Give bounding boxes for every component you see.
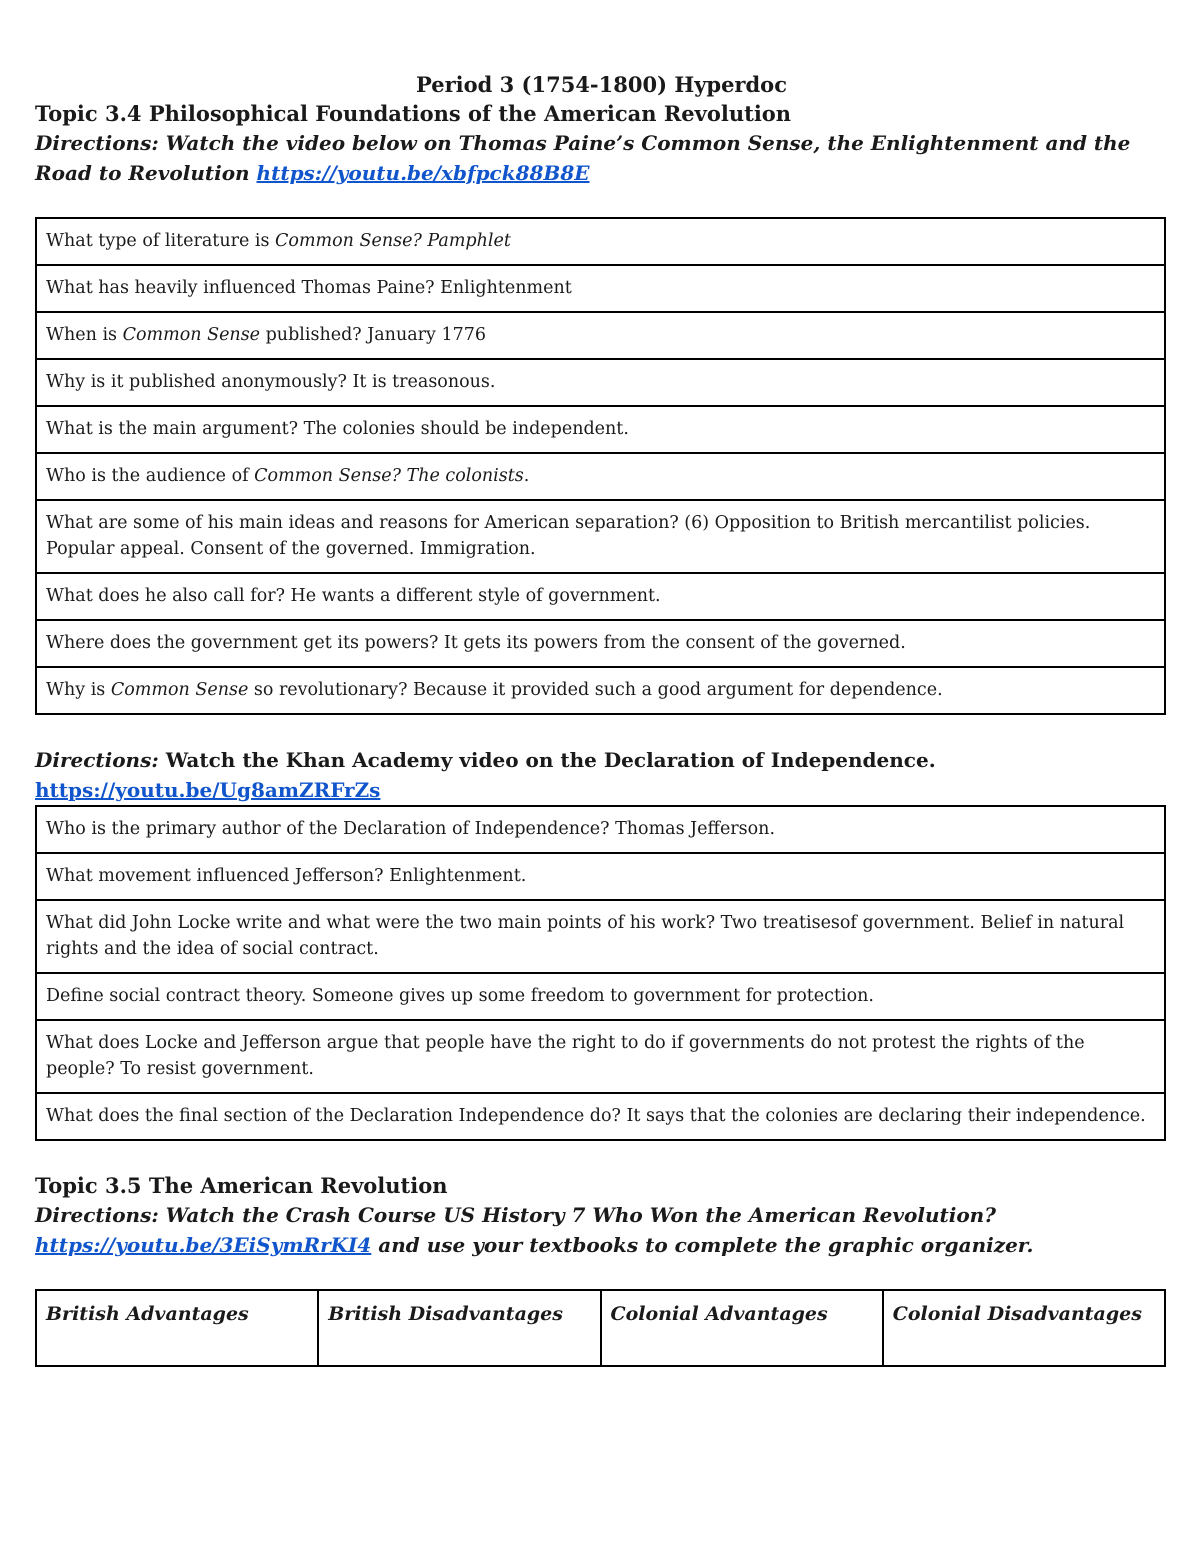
- qa-cell[interactable]: What movement influenced Jefferson? Enlightenment.: [36, 853, 1165, 900]
- topic-3-4-heading: Topic 3.4 Philosophical Foundations of the American Revolution: [35, 101, 792, 126]
- qa-text: Why is it published anonymously? It is treasonous.: [46, 372, 496, 392]
- table-row: [36, 806, 1165, 853]
- directions-1-text: Directions: Watch the video below on Thomas Paine’s Common Sense, the Enlightenment and the Road to Revolution: [35, 131, 1131, 185]
- qa-text: Who is the audience of: [46, 466, 255, 486]
- table-row: [36, 853, 1165, 900]
- common-sense-table: [35, 217, 1166, 715]
- declaration-table: [35, 805, 1166, 1141]
- table-row: [36, 573, 1165, 620]
- directions-3: Directions: Watch the Crash Course US History 7 Who Won the American Revolution?: [35, 1203, 996, 1227]
- table-row: [36, 359, 1165, 406]
- qa-text-tail: .: [523, 466, 530, 486]
- qa-cell[interactable]: [36, 312, 1165, 359]
- table-row: [36, 265, 1165, 312]
- qa-text: What are some of his main ideas and reasons for American separation? (6) Opposition to British mercantilist policies. Popular appeal. Consent of the governed. Immigration.: [46, 513, 1091, 559]
- organizer-col-british-advantages[interactable]: British Advantages: [36, 1290, 318, 1366]
- qa-cell[interactable]: [36, 453, 1165, 500]
- directions-2-text: Watch the Khan Academy video on the Declaration of Independence.: [158, 748, 936, 772]
- qa-cell[interactable]: [36, 218, 1165, 265]
- table-row: [36, 667, 1165, 714]
- organizer-col-british-disadvantages[interactable]: British Disadvantages: [318, 1290, 600, 1366]
- directions-3-link-line: [35, 1230, 1168, 1260]
- qa-text: What does he also call for? He wants a different style of government.: [46, 586, 661, 606]
- table-row: [36, 900, 1165, 973]
- qa-cell[interactable]: [36, 667, 1165, 714]
- qa-text: When is: [46, 325, 123, 345]
- qa-text-tail: published? January 1776: [260, 325, 486, 345]
- qa-cell[interactable]: What does the final section of the Declaration Independence do? It says that the colonies are declaring their independence.: [36, 1093, 1165, 1140]
- graphic-organizer: [35, 1289, 1166, 1367]
- page-title: Period 3 (1754-1800) Hyperdoc: [416, 72, 787, 97]
- qa-italic-text: Common Sense? The colonists: [254, 466, 524, 486]
- qa-italic-text: Common Sense: [122, 325, 261, 345]
- qa-italic-text: Common Sense? Pamphlet: [275, 231, 511, 251]
- table-row: [36, 1020, 1165, 1093]
- qa-cell[interactable]: [36, 573, 1165, 620]
- video-link-3[interactable]: https://youtu.be/3EiSymRrKI4: [35, 1233, 372, 1257]
- directions-2-link-line: [35, 775, 1168, 805]
- qa-text: Where does the government get its powers? It gets its powers from the consent of the governed.: [46, 633, 906, 653]
- table-row: [36, 500, 1165, 573]
- directions-2-label: Directions:: [35, 748, 159, 772]
- table-row: [36, 1093, 1165, 1140]
- qa-cell[interactable]: [36, 406, 1165, 453]
- document-page: [35, 70, 1168, 1367]
- qa-text: What type of literature is: [46, 231, 276, 251]
- qa-cell[interactable]: What does Locke and Jefferson argue that people have the right to do if governments do not protest the rights of the people? To resist government.: [36, 1020, 1165, 1093]
- directions-1: [35, 128, 1168, 188]
- organizer-col-colonial-advantages[interactable]: Colonial Advantages: [601, 1290, 883, 1366]
- table-row: [36, 453, 1165, 500]
- table-row: [36, 620, 1165, 667]
- directions-2: [35, 745, 1168, 775]
- table-row: [36, 312, 1165, 359]
- qa-cell[interactable]: [36, 359, 1165, 406]
- qa-text: Why is: [46, 680, 111, 700]
- qa-text: What has heavily influenced Thomas Paine? Enlightenment: [46, 278, 572, 298]
- qa-cell[interactable]: Define social contract theory. Someone gives up some freedom to government for protection.: [36, 973, 1165, 1020]
- qa-cell[interactable]: [36, 620, 1165, 667]
- qa-text-tail: so revolutionary? Because it provided such a good argument for dependence.: [248, 680, 943, 700]
- qa-text: What is the main argument? The colonies should be independent.: [46, 419, 629, 439]
- video-link-2[interactable]: https://youtu.be/Ug8amZRFrZs: [35, 778, 381, 802]
- directions-3-tail: and use your textbooks to complete the graphic organizer.: [371, 1233, 1034, 1257]
- organizer-header-row: [36, 1290, 1165, 1366]
- qa-cell[interactable]: [36, 265, 1165, 312]
- table-row: [36, 218, 1165, 265]
- topic-3-5-heading: Topic 3.5 The American Revolution: [35, 1173, 448, 1198]
- table-row: [36, 973, 1165, 1020]
- qa-italic-text: Common Sense: [110, 680, 249, 700]
- qa-cell[interactable]: [36, 500, 1165, 573]
- qa-cell[interactable]: Who is the primary author of the Declaration of Independence? Thomas Jefferson.: [36, 806, 1165, 853]
- qa-cell[interactable]: What did John Locke write and what were the two main points of his work? Two treatisesof government. Belief in natural rights and the idea of social contract.: [36, 900, 1165, 973]
- video-link-1[interactable]: https://youtu.be/xbfpck88B8E: [256, 161, 590, 185]
- table-row: [36, 406, 1165, 453]
- organizer-col-colonial-disadvantages[interactable]: Colonial Disadvantages: [883, 1290, 1165, 1366]
